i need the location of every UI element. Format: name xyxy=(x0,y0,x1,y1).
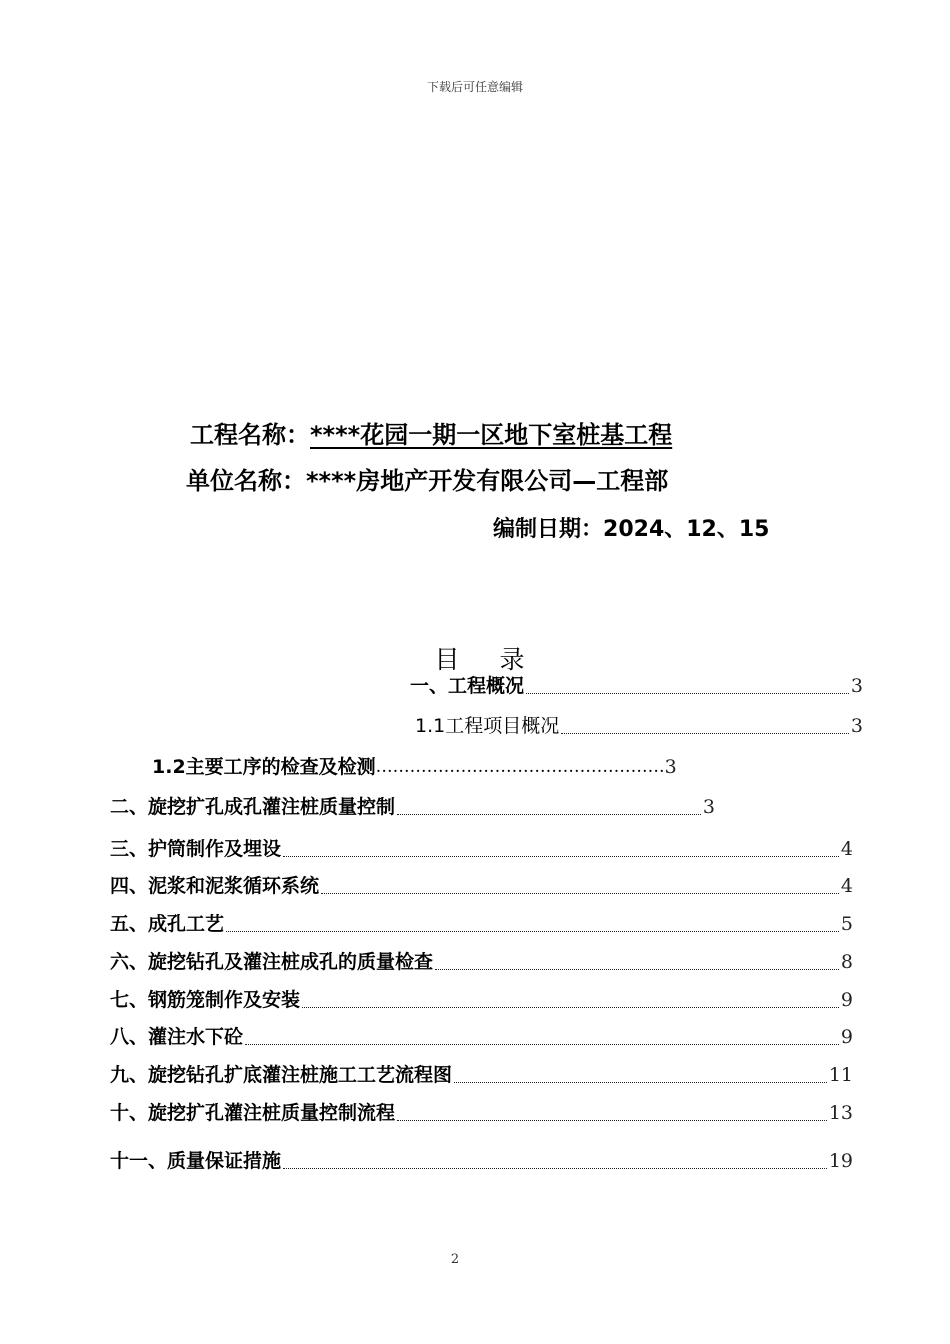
toc-item-label: 十一、质量保证措施 xyxy=(110,1150,282,1172)
toc-item[interactable] xyxy=(152,751,802,779)
header-note: 下载后可任意编辑 xyxy=(426,80,523,94)
toc-item-label: 一、工程概况 xyxy=(410,675,525,697)
project-name-value: ****花园一期一区地下室桩基工程 xyxy=(310,421,673,449)
toc-item-page: 3 xyxy=(850,715,863,737)
toc-item-label: 四、泥浆和泥浆循环系统 xyxy=(110,875,320,897)
toc-item-label: 八、灌注水下砼 xyxy=(110,1026,244,1048)
toc-leader xyxy=(302,1006,839,1008)
toc-item-label: 二、旋挖扩孔成孔灌注桩质量控制 xyxy=(110,796,396,818)
compile-date-label: 编制日期： xyxy=(493,517,604,542)
unit-name-value: ****房地产开发有限公司—工程部 xyxy=(306,467,669,495)
project-name-line xyxy=(190,420,672,450)
toc-item[interactable] xyxy=(110,791,715,819)
toc-item-label: 五、成孔工艺 xyxy=(110,913,225,935)
toc-item-page: 5 xyxy=(840,913,853,935)
page-number: 2 xyxy=(450,1252,460,1267)
toc-item-page: 4 xyxy=(840,838,853,860)
toc-leader xyxy=(561,732,849,734)
toc-item-page: 11 xyxy=(828,1064,853,1086)
compile-date-value: 2024、12、15 xyxy=(603,517,770,542)
toc-item[interactable] xyxy=(110,1097,853,1125)
compile-date-line xyxy=(493,512,769,543)
toc-item[interactable] xyxy=(110,1145,853,1173)
toc-leader xyxy=(283,855,839,857)
toc-leader xyxy=(321,892,839,894)
toc-item[interactable] xyxy=(110,833,853,861)
toc-heading: 目 录 xyxy=(434,645,541,674)
toc-item-label: 1.1工程项目概况 xyxy=(415,715,560,737)
toc-item-page: 19 xyxy=(828,1150,853,1172)
toc-item-label: 七、钢筋笼制作及安装 xyxy=(110,989,301,1011)
toc-leader xyxy=(226,930,839,932)
toc-item-page: 9 xyxy=(840,989,853,1011)
toc-item-page: 3 xyxy=(664,756,677,778)
toc-item-page: 8 xyxy=(840,951,853,973)
toc-leader xyxy=(435,968,839,970)
toc-item[interactable] xyxy=(110,984,853,1012)
toc-item-page: 4 xyxy=(840,875,853,897)
toc-item[interactable] xyxy=(410,670,863,698)
toc-leader xyxy=(283,1167,827,1169)
toc-item-page: 9 xyxy=(840,1026,853,1048)
toc-item-label: 六、旋挖钻孔及灌注桩成孔的质量检查 xyxy=(110,951,434,973)
toc-item-label: 1.2主要工序的检查及检测 xyxy=(152,756,376,778)
toc-item[interactable] xyxy=(415,710,863,738)
toc-item-page: 13 xyxy=(828,1102,853,1124)
toc-item[interactable] xyxy=(110,870,853,898)
project-name-label: 工程名称： xyxy=(190,421,310,449)
toc-item[interactable] xyxy=(110,908,853,936)
toc-leader xyxy=(454,1081,827,1083)
toc-item[interactable] xyxy=(110,1059,853,1087)
toc-leader xyxy=(397,1119,827,1121)
toc-item[interactable] xyxy=(110,1021,853,1049)
toc-leader xyxy=(526,692,849,694)
toc-item-page: 3 xyxy=(702,796,715,818)
toc-item[interactable] xyxy=(110,946,853,974)
toc-item-label: 十、旋挖扩孔灌注桩质量控制流程 xyxy=(110,1102,396,1124)
toc-item-label: 三、护筒制作及埋设 xyxy=(110,838,282,860)
toc-leader xyxy=(397,813,701,815)
toc-leader: …………………………………………… xyxy=(375,757,665,777)
toc-item-label: 九、旋挖钻孔扩底灌注桩施工工艺流程图 xyxy=(110,1064,453,1086)
unit-name-label: 单位名称： xyxy=(186,467,306,495)
toc-item-page: 3 xyxy=(850,675,863,697)
unit-name-line xyxy=(186,466,668,496)
toc-leader xyxy=(245,1043,839,1045)
